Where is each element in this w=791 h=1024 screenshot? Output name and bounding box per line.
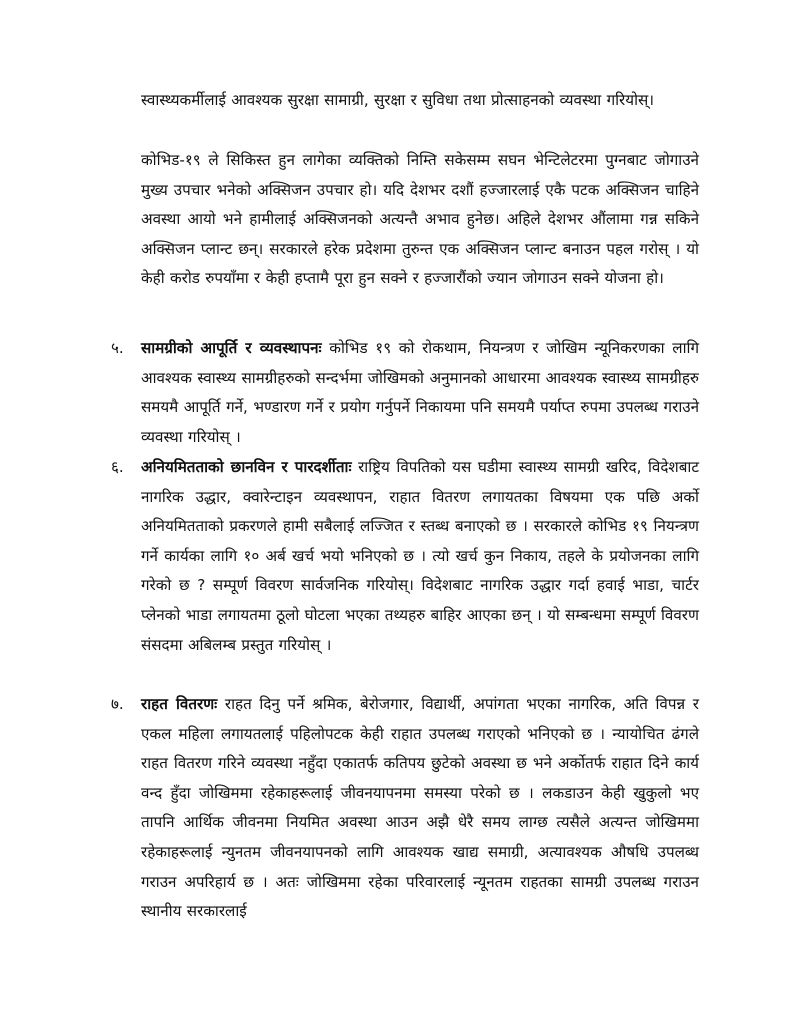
paragraph-health-workers: स्वास्थ्यकर्मीलाई आवश्यक सुरक्षा सामाग्री, सुरक्षा र सुविधा तथा प्रोत्साहनको व्यवस्था गरियोस्। (141, 91, 655, 109)
list-item-body: राहत दिनु पर्ने श्रमिक, बेरोजगार, विद्यार्थी, अपांगता भएका नागरिक, अति विपन्न र एकल महिला लगायतलाई पहिलोपटक केही राहात उपलब्ध गराएको भनिएको छ । न्यायोचित ढंगले राहत वितरण गरिने व्यवस्था नहुँदा एकातर्फ कतिपय छुटेको अवस्था छ भने अर्कोतर्फ राहात दिने कार्य वन्द हुँदा जोखिममा रहेकाहरूलाई जीवनयापनमा समस्या परेको छ । लकडाउन केही खुकुलो भए तापनि आर्थिक जीवनमा नियमित अवस्था आउन अझै धेरै समय लाग्छ त्यसैले अत्यन्त जोखिममा रहेकाहरूलाई न्युनतम जीवनयापनको लागि आवश्यक खाद्य समाग्री, अत्यावश्यक औषधि उपलब्ध गराउन अपरिहार्य छ । अतः जोखिममा रहेका परिवारलाई न्यूनतम राहतका सामग्री उपलब्ध गराउन स्थानीय सरकारलाई (141, 695, 700, 921)
list-item-heading: राहत वितरणः (141, 695, 218, 713)
list-item-number: ५. (111, 339, 124, 357)
list-item-number: ६. (111, 458, 124, 476)
list-item-body: राष्ट्रिय विपतिको यस घडीमा स्वास्थ्य सामग्री खरिद, विदेशबाट नागरिक उद्धार, क्वारेन्टाइन व्यवस्थापन, राहात वितरण लगायतका विषयमा एक पछि अर्को अनियमितताको प्रकरणले हामी सबैलाई लज्जित र स्तब्ध बनाएको छ । सरकारले कोभिड १९ नियन्त्रण गर्ने कार्यका लागि १० अर्ब खर्च भयो भनिएको छ । त्यो खर्च कुन निकाय, तहले के प्रयोजनका लागि गरेको छ ? सम्पूर्ण विवरण सार्वजनिक गरियोस्। विदेशबाट नागरिक उद्धार गर्दा हवाई भाडा, चार्टर प्लेनको भाडा लगायतमा ठूलो घोटला भएका तथ्यहरु बाहिर आएका छन् । यो सम्बन्धमा सम्पूर्ण विवरण संसदमा अबिलम्ब प्रस्तुत गरियोस् । (141, 458, 700, 654)
list-item-body: कोभिड १९ को रोकथाम, नियन्त्रण र जोखिम न्यूनिकरणका लागि आवश्यक स्वास्थ्य सामग्रीहरुको सन्दर्भमा जोखिमको अनुमानको आधारमा आवश्यक स्वास्थ्य सामग्रीहरु समयमै आपूर्ति गर्ने, भण्डारण गर्ने र प्रयोग गर्नुपर्ने निकायमा पनि समयमै पर्याप्त रुपमा उपलब्ध गराउने व्यवस्था गरियोस् । (141, 339, 699, 446)
list-item-number: ७. (111, 695, 124, 713)
list-item-irregularity-transparency (111, 453, 700, 660)
list-item-heading: अनियमितताको छानविन र पारदर्शीताः (141, 458, 352, 476)
list-item-supply-management (111, 334, 699, 452)
paragraph-oxygen-plant: कोभिड-१९ ले सिकिस्त हुन लागेका व्यक्तिको निम्ति सकेसम्म सघन भेन्टिलेटरमा पुग्नबाट जोगाउने मुख्य उपचार भनेको अक्सिजन उपचार हो। यदि देशभर दशौं हज्जारलाई एकै पटक अक्सिजन चाहिने अवस्था आयो भने हामीलाई अक्सिजनको अत्यन्तै अभाव हुनेछ। अहिले देशभर औंलामा गन्न सकिने अक्सिजन प्लान्ट छन्। सरकारले हरेक प्रदेशमा तुरुन्त एक अक्सिजन प्लान्ट बनाउन पहल गरोस् । यो केही करोड रुपयाँमा र केही हप्तामै पूरा हुन सक्ने र हज्जारौंको ज्यान जोगाउन सक्ने योजना हो। (141, 151, 699, 288)
list-item-relief-distribution (111, 690, 700, 927)
list-item-heading: सामग्रीको आपूर्ति र व्यवस्थापनः (141, 339, 322, 357)
